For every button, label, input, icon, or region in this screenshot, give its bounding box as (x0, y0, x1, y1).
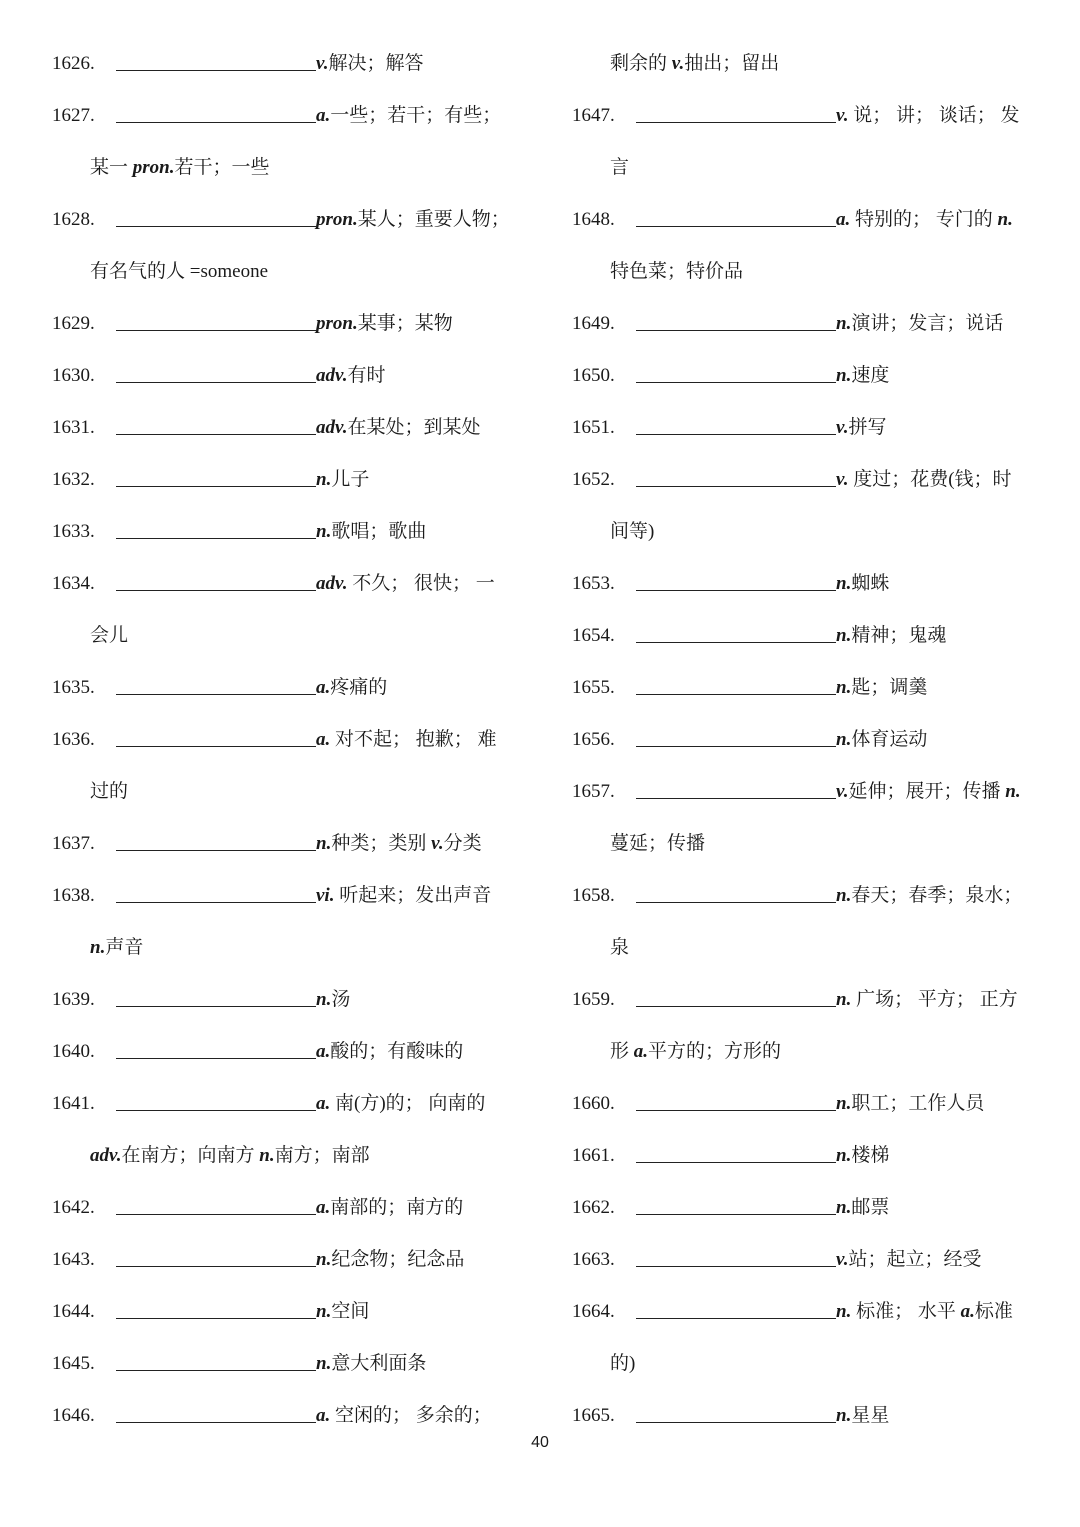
answer-blank[interactable] (116, 506, 316, 539)
definition-text: 解决；解答 (328, 53, 424, 74)
part-of-speech: n. (1005, 781, 1021, 802)
definition-text: 职工；工作人员 (851, 1093, 985, 1114)
vocab-entry (52, 974, 512, 1026)
part-of-speech: n. (316, 521, 332, 542)
definition (316, 1338, 426, 1390)
definition-text: 南(方)的； 向南的 (330, 1093, 486, 1114)
definition-text: 站；起立；经受 (848, 1249, 982, 1270)
definition-continued (52, 1130, 370, 1182)
definition (836, 662, 927, 714)
vocab-entry (572, 298, 1032, 350)
part-of-speech: a. (316, 729, 331, 750)
vocab-continuation-line (572, 142, 1032, 194)
part-of-speech: n. (836, 1197, 852, 1218)
vocab-entry (52, 90, 512, 142)
entry-number: 1665. (572, 1405, 615, 1426)
definition (316, 350, 386, 402)
definition-text: 分类 (443, 833, 482, 854)
definition-text: 一些；若干；有些； (330, 105, 502, 126)
vocab-continuation-line (572, 1026, 1032, 1078)
answer-blank[interactable] (116, 1234, 316, 1267)
definition-text: 纪念物；纪念品 (331, 1249, 465, 1270)
vocab-continuation-line (52, 922, 512, 974)
definition-text: 南方；南部 (274, 1145, 370, 1166)
answer-blank[interactable] (636, 766, 836, 799)
part-of-speech: v. (316, 53, 329, 74)
right-vocab-column (572, 38, 1032, 1442)
part-of-speech: n. (836, 1301, 852, 1322)
vocab-entry (52, 818, 512, 870)
definition (316, 662, 387, 714)
part-of-speech: adv. (316, 417, 348, 438)
entry-number: 1632. (52, 469, 95, 490)
definition-continued (52, 610, 128, 662)
vocab-entry (52, 1078, 512, 1130)
vocab-continuation-line (572, 38, 1032, 90)
vocab-entry (572, 662, 1032, 714)
vocab-entry (52, 714, 512, 766)
definition-text: 度过；花费(钱；时 (848, 469, 1012, 490)
definition-text: 抽出；留出 (684, 53, 780, 74)
answer-blank[interactable] (636, 558, 836, 591)
definition-continued (52, 922, 143, 974)
definition-prefix: 某一 (90, 157, 133, 178)
definition-text: 特别的； 专门的 (850, 209, 998, 230)
vocab-entry (572, 194, 1032, 246)
answer-blank[interactable] (636, 870, 836, 903)
part-of-speech: pron. (316, 313, 358, 334)
part-of-speech: n. (316, 1249, 332, 1270)
entry-number: 1654. (572, 625, 615, 646)
definition (316, 1026, 463, 1078)
entry-number: 1655. (572, 677, 615, 698)
definition-text: 过的 (90, 781, 129, 802)
definition-text: 南部的；南方的 (330, 1197, 464, 1218)
answer-blank[interactable] (116, 402, 316, 435)
answer-blank[interactable] (636, 974, 836, 1007)
part-of-speech: v. (836, 469, 849, 490)
answer-blank[interactable] (116, 454, 316, 487)
definition-continued (572, 142, 629, 194)
definition-text: 体育运动 (851, 729, 928, 750)
definition-text: 蔓延；传播 (610, 833, 706, 854)
vocab-continuation-line (52, 610, 512, 662)
vocab-continuation-line (52, 142, 512, 194)
vocab-entry (52, 506, 512, 558)
part-of-speech: n. (836, 989, 852, 1010)
definition-text: 春天；春季；泉水； (851, 885, 1023, 906)
vocab-entry (52, 298, 512, 350)
definition-prefix: 剩余的 (610, 53, 672, 74)
answer-blank[interactable] (636, 1390, 836, 1423)
definition-text: 听起来；发出声音 (334, 885, 492, 906)
part-of-speech: a. (316, 1405, 331, 1426)
part-of-speech: v. (836, 1249, 849, 1270)
entry-number: 1630. (52, 365, 95, 386)
definition-text: 疼痛的 (330, 677, 388, 698)
definition (316, 1234, 464, 1286)
vocab-entry (52, 1182, 512, 1234)
answer-blank[interactable] (116, 90, 316, 123)
definition-text: 的) (610, 1353, 636, 1374)
definition (316, 870, 491, 922)
part-of-speech: a. (316, 1041, 331, 1062)
definition-text: 言 (610, 157, 630, 178)
answer-blank[interactable] (636, 1234, 836, 1267)
entry-number: 1636. (52, 729, 95, 750)
entry-number: 1651. (572, 417, 615, 438)
vocab-entry (572, 714, 1032, 766)
definition-text: 楼梯 (851, 1145, 890, 1166)
entry-number: 1663. (572, 1249, 615, 1270)
definition-text: 声音 (105, 937, 144, 958)
vocab-entry (52, 1026, 512, 1078)
definition-text: 间等) (610, 521, 655, 542)
entry-number: 1629. (52, 313, 95, 334)
answer-blank[interactable] (636, 90, 836, 123)
part-of-speech: n. (836, 573, 852, 594)
answer-blank[interactable] (116, 1078, 316, 1111)
definition (316, 38, 424, 90)
vocab-entry (52, 350, 512, 402)
definition-text: 精神；鬼魂 (851, 625, 947, 646)
definition (836, 974, 1018, 1026)
definition (316, 90, 501, 142)
part-of-speech: n. (836, 625, 852, 646)
definition-text: 儿子 (331, 469, 370, 490)
entry-number: 1650. (572, 365, 615, 386)
vocab-entry (52, 1286, 512, 1338)
vocab-entry (52, 454, 512, 506)
answer-blank[interactable] (116, 194, 316, 227)
part-of-speech: adv. (316, 573, 348, 594)
vocab-entry (572, 454, 1032, 506)
entry-number: 1633. (52, 521, 95, 542)
part-of-speech: n. (90, 937, 106, 958)
part-of-speech: n. (836, 1145, 852, 1166)
definition (836, 298, 1003, 350)
definition-continued (52, 766, 128, 818)
vocab-entry (52, 662, 512, 714)
vocab-entry (572, 1130, 1032, 1182)
vocab-entry (52, 870, 512, 922)
definition (316, 1182, 463, 1234)
entry-number: 1662. (572, 1197, 615, 1218)
definition (836, 402, 887, 454)
part-of-speech: adv. (90, 1145, 122, 1166)
definition (836, 1234, 982, 1286)
definition-text: 匙；调羹 (851, 677, 928, 698)
answer-blank[interactable] (116, 1390, 316, 1423)
definition (836, 90, 1020, 142)
answer-blank[interactable] (636, 610, 836, 643)
part-of-speech: pron. (316, 209, 358, 230)
part-of-speech: n. (836, 1405, 852, 1426)
definition (836, 194, 1013, 246)
definition-text: 空间 (331, 1301, 370, 1322)
part-of-speech: adv. (316, 365, 348, 386)
part-of-speech: n. (836, 365, 852, 386)
definition-continued (572, 1026, 781, 1078)
entry-number: 1659. (572, 989, 615, 1010)
definition-text: 延伸；展开；传播 (848, 781, 1006, 802)
definition-text: 星星 (851, 1405, 890, 1426)
definition-text: 蜘蛛 (851, 573, 890, 594)
part-of-speech: a. (836, 209, 851, 230)
definition-continued (52, 142, 270, 194)
definition (316, 974, 350, 1026)
definition-text: 在某处；到某处 (347, 417, 481, 438)
vocab-entry (572, 766, 1032, 818)
definition (836, 1078, 984, 1130)
definition-continued (572, 1338, 635, 1390)
answer-blank[interactable] (116, 350, 316, 383)
answer-blank[interactable] (116, 1338, 316, 1371)
part-of-speech: a. (316, 677, 331, 698)
vocab-entry (572, 350, 1032, 402)
part-of-speech: n. (316, 1301, 332, 1322)
part-of-speech: n. (836, 677, 852, 698)
definition-continued (572, 818, 705, 870)
vocab-entry (572, 870, 1032, 922)
entry-number: 1646. (52, 1405, 95, 1426)
part-of-speech: n. (836, 313, 852, 334)
entry-number: 1648. (572, 209, 615, 230)
vocab-entry (572, 558, 1032, 610)
entry-number: 1643. (52, 1249, 95, 1270)
answer-blank[interactable] (116, 662, 316, 695)
definition-text: 邮票 (851, 1197, 890, 1218)
definition (836, 1130, 889, 1182)
entry-number: 1664. (572, 1301, 615, 1322)
definition-text: 演讲；发言；说话 (851, 313, 1004, 334)
definition (836, 610, 946, 662)
entry-number: 1642. (52, 1197, 95, 1218)
part-of-speech: n. (836, 885, 852, 906)
part-of-speech: a. (633, 1041, 649, 1062)
definition-text: 说； 讲； 谈话； 发 (848, 105, 1020, 126)
definition-text: 标准 (974, 1301, 1013, 1322)
definition (316, 1286, 369, 1338)
answer-blank[interactable] (116, 870, 316, 903)
definition (316, 506, 426, 558)
vocab-entry (52, 558, 512, 610)
definition-text: 酸的；有酸味的 (330, 1041, 464, 1062)
definition-text: 汤 (331, 989, 351, 1010)
vocab-entry (572, 1182, 1032, 1234)
definition (316, 298, 453, 350)
entry-number: 1658. (572, 885, 615, 906)
entry-number: 1656. (572, 729, 615, 750)
answer-blank[interactable] (116, 974, 316, 1007)
entry-number: 1627. (52, 105, 95, 126)
vocab-continuation-line (572, 1338, 1032, 1390)
part-of-speech: a. (316, 1197, 331, 1218)
definition (316, 194, 510, 246)
vocab-entry (572, 1078, 1032, 1130)
definition (836, 766, 1021, 818)
part-of-speech: n. (836, 1093, 852, 1114)
definition (836, 1182, 889, 1234)
entry-number: 1653. (572, 573, 615, 594)
answer-blank[interactable] (636, 714, 836, 747)
definition (316, 714, 497, 766)
definition-text: 种类；类别 (331, 833, 432, 854)
entry-number: 1635. (52, 677, 95, 698)
definition-text: 在南方；向南方 (121, 1145, 260, 1166)
vocab-entry (52, 402, 512, 454)
definition-text: 若干；一些 (174, 157, 270, 178)
definition-continued (572, 246, 743, 298)
vocab-entry (572, 1234, 1032, 1286)
definition-text: 泉 (610, 937, 630, 958)
definition-continued (572, 38, 779, 90)
part-of-speech: v. (671, 53, 685, 74)
definition-text: 空闲的； 多余的； (330, 1405, 492, 1426)
answer-blank[interactable] (116, 38, 316, 71)
definition (836, 1286, 1013, 1338)
entry-number: 1652. (572, 469, 615, 490)
definition-text: 标准； 水平 (851, 1301, 961, 1322)
answer-blank[interactable] (636, 1130, 836, 1163)
answer-blank[interactable] (636, 1286, 836, 1319)
answer-blank[interactable] (636, 402, 836, 435)
part-of-speech: a. (316, 105, 331, 126)
answer-blank[interactable] (636, 1078, 836, 1111)
vocab-continuation-line (52, 246, 512, 298)
definition (316, 818, 482, 870)
part-of-speech: a. (316, 1093, 331, 1114)
entry-number: 1640. (52, 1041, 95, 1062)
answer-blank[interactable] (116, 714, 316, 747)
definition-text: 意大利面条 (331, 1353, 427, 1374)
entry-number: 1657. (572, 781, 615, 802)
definition-prefix: 形 (610, 1041, 634, 1062)
answer-blank[interactable] (116, 298, 316, 331)
definition (836, 714, 927, 766)
part-of-speech: v. (431, 833, 444, 854)
answer-blank[interactable] (636, 1182, 836, 1215)
left-vocab-column (52, 38, 512, 1442)
part-of-speech: v. (836, 417, 849, 438)
entry-number: 1638. (52, 885, 95, 906)
vocab-entry (572, 402, 1032, 454)
entry-number: 1660. (572, 1093, 615, 1114)
answer-blank[interactable] (116, 1182, 316, 1215)
part-of-speech: n. (259, 1145, 275, 1166)
part-of-speech: vi. (316, 885, 335, 906)
part-of-speech: n. (316, 469, 332, 490)
definition-continued (572, 922, 629, 974)
entry-number: 1631. (52, 417, 95, 438)
definition (316, 402, 481, 454)
part-of-speech: pron. (132, 157, 175, 178)
definition-text: 对不起； 抱歉； 难 (330, 729, 497, 750)
answer-blank[interactable] (116, 558, 316, 591)
part-of-speech: n. (316, 1353, 332, 1374)
answer-blank[interactable] (636, 454, 836, 487)
answer-blank[interactable] (116, 1286, 316, 1319)
vocab-entry (52, 194, 512, 246)
entry-number: 1641. (52, 1093, 95, 1114)
definition-text: 不久； 很快； 一 (347, 573, 495, 594)
vocab-entry (52, 38, 512, 90)
vocab-entry (52, 1234, 512, 1286)
definition-text: 速度 (851, 365, 890, 386)
entry-number: 1649. (572, 313, 615, 334)
definition (836, 454, 1012, 506)
definition-text: 有时 (347, 365, 386, 386)
vocab-entry (572, 610, 1032, 662)
definition (836, 558, 889, 610)
part-of-speech: a. (960, 1301, 975, 1322)
definition-text: 广场； 平方； 正方 (851, 989, 1018, 1010)
answer-blank[interactable] (636, 662, 836, 695)
page-number: 40 (531, 1434, 549, 1451)
definition (316, 558, 495, 610)
entry-number: 1626. (52, 53, 95, 74)
vocab-continuation-line (572, 818, 1032, 870)
answer-blank[interactable] (636, 350, 836, 383)
answer-blank[interactable] (116, 818, 316, 851)
vocab-continuation-line (52, 1130, 512, 1182)
part-of-speech: n. (316, 833, 332, 854)
part-of-speech: v. (836, 781, 849, 802)
vocab-continuation-line (52, 766, 512, 818)
definition-text: 某事；某物 (357, 313, 453, 334)
vocab-continuation-line (572, 922, 1032, 974)
definition-text: 拼写 (848, 417, 887, 438)
definition-text: 有名气的人 =someone (90, 261, 269, 282)
definition-text: 特色菜；特价品 (610, 261, 744, 282)
vocab-entry (52, 1338, 512, 1390)
vocab-entry (572, 1286, 1032, 1338)
definition-text: 某人；重要人物； (357, 209, 510, 230)
definition (836, 870, 1022, 922)
vocab-continuation-line (572, 246, 1032, 298)
answer-blank[interactable] (636, 194, 836, 227)
vocab-entry (572, 90, 1032, 142)
entry-number: 1637. (52, 833, 95, 854)
definition-continued (52, 246, 268, 298)
entry-number: 1645. (52, 1353, 95, 1374)
definition (836, 350, 889, 402)
definition-continued (572, 506, 654, 558)
part-of-speech: v. (836, 105, 849, 126)
entry-number: 1634. (52, 573, 95, 594)
definition-text: 会儿 (90, 625, 129, 646)
entry-number: 1628. (52, 209, 95, 230)
entry-number: 1644. (52, 1301, 95, 1322)
entry-number: 1661. (572, 1145, 615, 1166)
entry-number: 1639. (52, 989, 95, 1010)
part-of-speech: n. (997, 209, 1013, 230)
definition-text: 平方的；方形的 (648, 1041, 782, 1062)
answer-blank[interactable] (116, 1026, 316, 1059)
definition-text: 歌唱；歌曲 (331, 521, 427, 542)
definition (316, 454, 369, 506)
definition (316, 1078, 485, 1130)
part-of-speech: n. (836, 729, 852, 750)
vocab-entry (572, 974, 1032, 1026)
answer-blank[interactable] (636, 298, 836, 331)
part-of-speech: n. (316, 989, 332, 1010)
vocab-continuation-line (572, 506, 1032, 558)
entry-number: 1647. (572, 105, 615, 126)
